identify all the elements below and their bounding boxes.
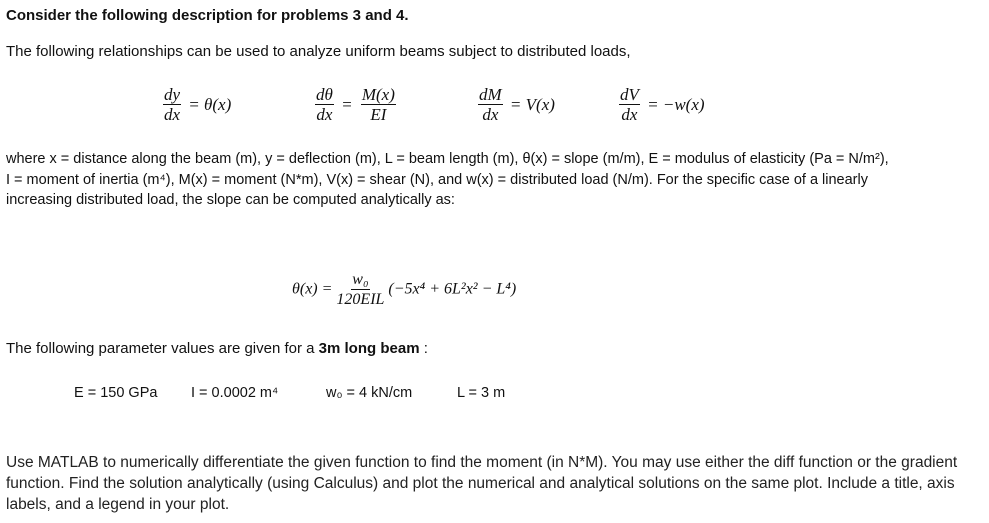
equation-rhs: = θ(x) <box>188 94 232 114</box>
equation-rhs: = V(x) <box>509 94 555 114</box>
problem-heading: Consider the following description for problems 3 and 4. <box>6 7 409 24</box>
equation-dM-dx <box>478 85 555 124</box>
equation-rhs: = −w(x) <box>647 94 705 114</box>
fraction-denominator: dx <box>316 105 333 124</box>
fraction <box>361 85 396 124</box>
param-modulus: E = 150 GPa <box>74 385 158 401</box>
equation-dV-dx <box>619 85 705 124</box>
params-intro-bold: 3m long beam <box>318 340 420 357</box>
fraction <box>163 85 181 124</box>
equals-sign: = <box>341 94 353 114</box>
param-load: w₀ = 4 kN/cm <box>326 385 413 401</box>
fraction-numerator: M(x) <box>361 85 395 104</box>
params-intro-suffix: : <box>419 340 428 357</box>
task-paragraph: Use MATLAB to numerically differentiate the given function to find the moment (in N*M). You may use either the diff function or the gradient function. Find the solution analytically (using Calculus) and plot the numerical and analytical solutions on the same plot. Include a title, axis labels, and a legend in your plot. <box>6 454 958 513</box>
fraction-numerator: dθ <box>316 85 333 104</box>
slope-formula <box>292 270 516 309</box>
fraction-numerator: dM <box>479 85 502 104</box>
fraction-numerator: dV <box>620 85 639 104</box>
fraction-denominator: EI <box>370 105 387 124</box>
fraction <box>478 85 503 124</box>
fraction <box>336 270 384 309</box>
fraction-numerator: w₀ <box>352 271 369 288</box>
definitions-paragraph: where x = distance along the beam (m), y = deflection (m), L = beam length (m), θ(x) = slope (m/m), E = modulus of elasticity (Pa = N/m²), I = moment of inertia (m⁴), M(x) = moment (N*m), V(x) = shear (N), and w(x) = distributed load (N/m). For the specific case of a linearly increasing distributed load, the slope can be computed analytically as: <box>6 151 889 208</box>
fraction-denominator: 120EIL <box>336 291 385 308</box>
fraction-denominator: dx <box>482 105 499 124</box>
formula-lhs: θ(x) = <box>292 280 333 298</box>
fraction-denominator: dx <box>621 105 638 124</box>
equation-dy-dx <box>163 85 231 124</box>
param-inertia: I = 0.0002 m⁴ <box>191 385 279 401</box>
param-length: L = 3 m <box>457 385 506 401</box>
formula-rhs: (−5x⁴ + 6L²x² − L⁴) <box>388 280 517 298</box>
fraction-numerator: dy <box>164 85 181 104</box>
fraction <box>315 85 334 124</box>
intro-text: The following relationships can be used to analyze uniform beams subject to distributed loads, <box>6 43 631 60</box>
equation-dtheta-dx <box>315 85 396 124</box>
fraction <box>619 85 640 124</box>
params-intro <box>6 340 428 357</box>
params-intro-text: The following parameter values are given for a <box>6 340 319 357</box>
fraction-denominator: dx <box>164 105 181 124</box>
